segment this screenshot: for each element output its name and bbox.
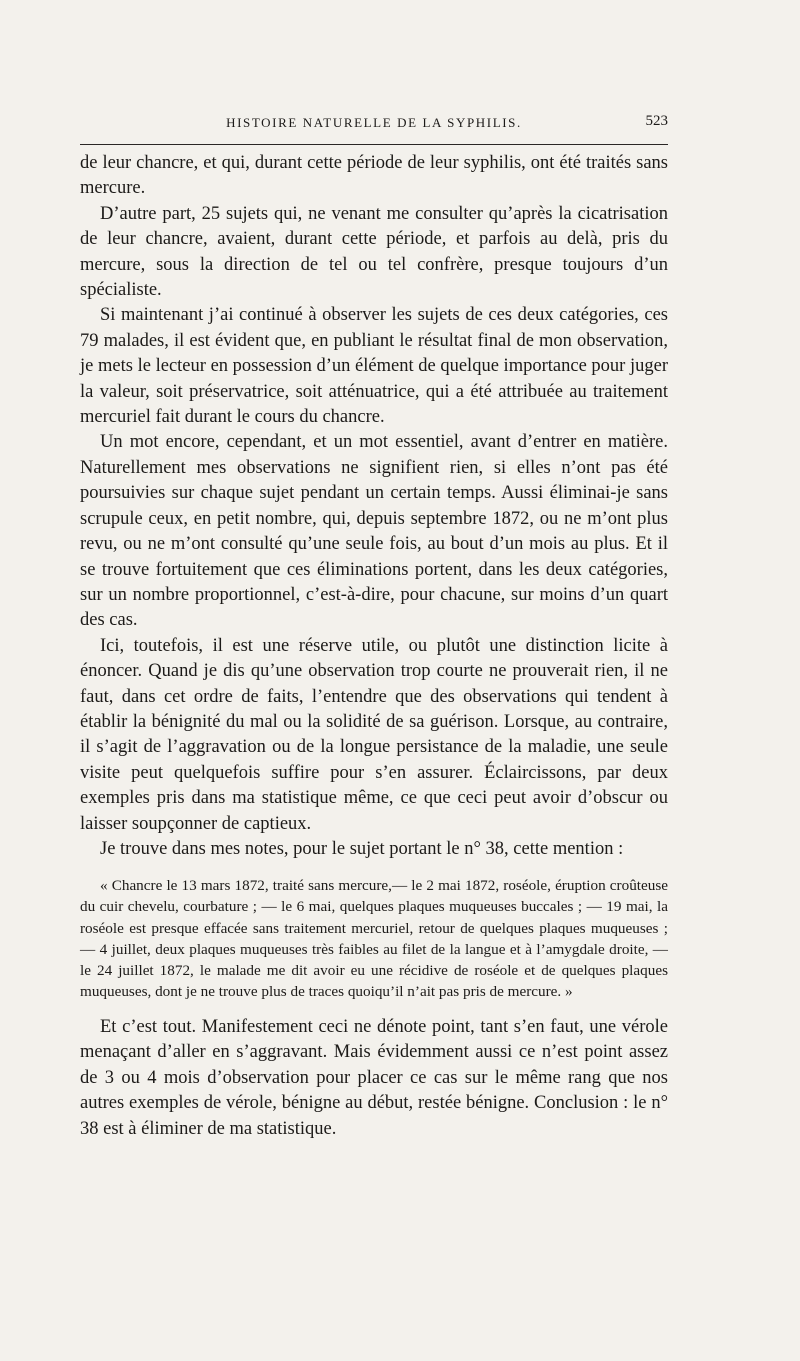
header-rule (80, 144, 668, 145)
paragraph: Si maintenant j’ai continué à observer les sujets de ces deux catégories, ces 79 malades, il est évident que, en publiant le résultat final de mon observation, je mets le lecteur en possession d’un élément de quelque importance pour juger la valeur, soit préservatrice, soit atténuatrice, qui a été attribuée au traitement mercuriel fait durant le cours du chancre. (80, 305, 668, 428)
body-text (80, 151, 668, 1142)
paragraph-continuation: de leur chancre, et qui, durant cette période de leur syphilis, ont été traités sans mercure. (80, 153, 668, 199)
running-title: HISTOIRE NATURELLE DE LA SYPHILIS. (226, 115, 522, 130)
page-header (80, 113, 668, 135)
paragraph: Ici, toutefois, il est une réserve utile, ou plutôt une distinction licite à énoncer. Quand je dis qu’une observation trop courte ne prouverait rien, il ne faut, dans cet ordre de faits, l’entendre que des observations qui tendent à établir la bénignité du mal ou la solidité de sa guérison. Lorsque, au contraire, il s’agit de l’aggravation ou de la longue persistance de la maladie, une seule visite peut quelquefois suffire pour s’en assurer. Éclaircissons, par deux exemples pris dans ma statistique même, ce que ceci peut avoir d’obscur ou laisser soupçonner de captieux. (80, 635, 668, 834)
paragraph: D’autre part, 25 sujets qui, ne venant me consulter qu’après la cicatrisation de leur chancre, avaient, durant cette période, et parfois au delà, pris du mercure, sous la direction de tel ou tel confrère, presque toujours d’un spécialiste. (80, 203, 668, 301)
block-quote: « Chancre le 13 mars 1872, traité sans mercure,— le 2 mai 1872, roséole, éruption croûteuse du cuir chevelu, courbature ; — le 6 mai, quelques plaques muqueuses buccales ; — 19 mai, la roséole est presque effacée sans traitement mercuriel, retour de quelques plaques muqueuses ; — 4 juillet, deux plaques muqueuses très faibles au filet de la langue et à l’amygdale droite, — le 24 juillet 1872, le malade me dit avoir eu une récidive de roséole et de quelques plaques muqueuses, dont je ne trouve plus de traces quoiqu’il n’ait pas pris de mercure. » (80, 877, 668, 1000)
paragraph-closing: Et c’est tout. Manifestement ceci ne dénote point, tant s’en faut, une vérole menaçant d’aller en s’aggravant. Mais évidemment aussi ce n’est point assez de 3 ou 4 mois d’observation pour placer ce cas sur le même rang que nos autres exemples de vérole, bénigne au début, restée bénigne. Conclusion : le n° 38 est à éliminer de ma statistique. (80, 1016, 668, 1139)
page-number: 523 (645, 113, 668, 129)
paragraph: Un mot encore, cependant, et un mot essentiel, avant d’entrer en matière. Naturellement mes observations ne signifient rien, si elles n’ont pas été poursuivies sur chaque sujet pendant un certain temps. Aussi éliminai-je sans scrupule ceux, en petit nombre, qui, depuis septembre 1872, ou ne m’ont plus revu, ou ne m’ont consulté qu’une seule fois, au bout d’un mois au plus. Et il se trouve fortuitement que ces éliminations portent, dans les deux catégories, sur un nombre proportionnel, c’est-à-dire, pour chacune, sur moins d’un quart des cas. (80, 432, 668, 631)
paragraph: Je trouve dans mes notes, pour le sujet portant le n° 38, cette mention : (100, 838, 624, 859)
